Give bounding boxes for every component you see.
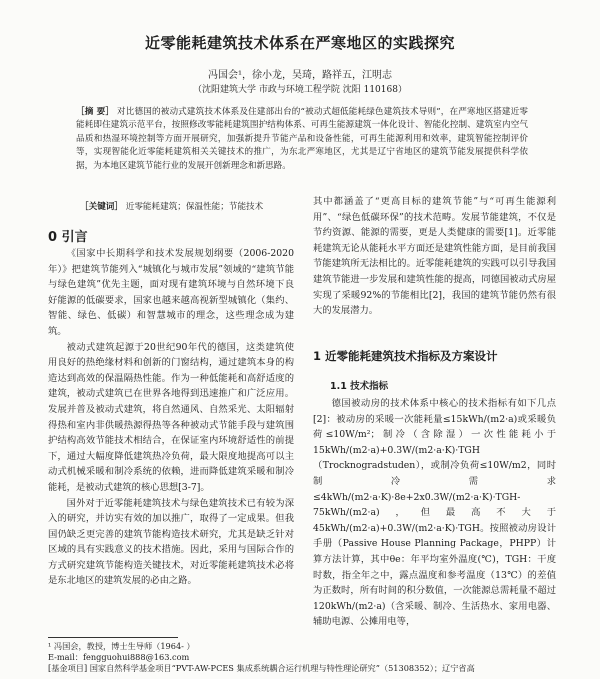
subsection-heading-1-1: 1.1 技术指标 <box>330 381 389 392</box>
abstract-text: 对比德国的被动式建筑技术体系及住建部出台的“被动式超低能耗绿色建筑技术导则”，在严寒地区搭建近零能耗即住建筑示范平台，按照修改零能耗建筑围护结构体系、可再生能源建筑一体化设计、智能化控制、建筑室内空气品质和热湿环境控制等方面开展研究，加强新提升节能产品和设备性能，可再生能源利用和效率，建筑智能控制评价等，实现智能化近零能耗建筑相关关键技术的推广，为东北严寒地区，尤其是辽宁省地区的建筑节能发展提供科学依据，为本地区建筑节能行业的发展开创新理念和新思路。 <box>76 107 529 171</box>
abstract <box>76 106 528 173</box>
right-column-body <box>313 396 556 630</box>
keywords-text: 近零能耗建筑；保温性能；节能技术 <box>125 202 264 212</box>
intro-paragraph: 国外对于近零能耗建筑技术与绿色建筑技术已有较为深入的研究，并访实有效的加以推广，取得了一定成果。但我国仍缺乏更完善的建筑节能构造技术研究，尤其是缺乏针对区域的具有实践意义的技术措施。因此，采用与国际合作的方式研究建筑节能构造关键技术，对近零能耗建筑技术必将是东北地区的建筑发展的必由之路。 <box>48 497 294 587</box>
authors: 冯国会¹，徐小龙，吴琦，路祥五，江明志 <box>207 70 392 81</box>
intro-paragraph: 《国家中长期科学和技术发展规划纲要（2006-2020年）》把建筑节能列入“城镇化与城市发展”领域的“建筑节能与绿色建筑”优先主题，面对现有建筑环境与自然环境下良好能源的低碳要求，国家也越来越高视新型城镇化（集约、智能、绿色、低碳）和智慧城市的理念，这些理念成为建筑。 <box>48 248 294 337</box>
section-heading-1: 1 近零能耗建筑技术指标及方案设计 <box>313 349 498 363</box>
footnote-fund: [基金项目] 国家自然科学基金项目“PVT-AW-PCES 集成系统耦合运行机理与特性理论研究”（51308352）；辽宁省高 <box>48 663 475 673</box>
abstract-label: ［摘 要］ <box>76 107 115 117</box>
paper-title: 近零能耗建筑技术体系在严寒地区的实践探究 <box>144 34 455 52</box>
footnote-rule <box>48 637 178 638</box>
keywords-label: ［关键词］ <box>80 202 123 212</box>
footnote-author: ¹ 冯国会，教授，博士生导师（1964- ） <box>48 641 195 651</box>
section-heading-intro: 0 引言 <box>48 230 88 245</box>
footnote-email: E-mail：fengguohui888@163.com <box>48 652 190 662</box>
affiliation: （沈阳建筑大学 市政与环境工程学院 沈阳 110168） <box>193 85 407 95</box>
left-column <box>48 246 294 589</box>
intro-paragraph: 被动式建筑起源于20世纪90年代的德国，这类建筑使用良好的热绝缘材料和创新的门窗结构，通过建筑本身的构造达到高效的保温隔热性能。作为一种低能耗和高舒适度的建筑，被动式建筑已在世界各地得到迅速推广和广泛应用。发展并普及被动式建筑，将自然通风、自然采光、太阳辐射得热和室内非供暖热源得热等各种被动式节能手段与建筑围护结构高效节能技术相结合，在保证室内环境舒适性的前提下，通过大幅度降低建筑热冷负荷，最大限度地提高可以主动式机械采暖和制冷系统的依赖，进而降低建筑采暖和制冷能耗，是被动式建筑的核心思想[3-7]。 <box>48 341 294 493</box>
section1-paragraph: 德国被动房的技术体系中核心的技术指标有如下几点[2]：被动房的采暖一次能耗量≤15kWh/(m2·a)或采暖负荷≤10W/m²；制冷（含除湿）一次性能耗小于15kWh/(m2·a)+0.3W/(m2·a·K)·TGH（Trocknogradstuden），或制冷负荷≤10W/m2，同时制冷需求≤4kWh/(m2·a·K)·8e+2x0.3W/(m2·a·K)·TGH-75kWh/(m2·a)，但最高不大于45kWh/(m2·a)+0.3W/(m2·a·K)·TGH。按照被动房设计手册（Passive House Planning Package，PHPP）计算方法计算，其中θe：年平均室外温度(℃)，TGH：干度时数，指全年之中，露点温度和参考温度（13℃）的差值为正数时，所有时间的积分数值，一次能源总需耗量不超过120kWh/(m2·a)（含采暖、制冷、生活热水、家用电器、辅助电源、公摊用电等， <box>313 398 556 628</box>
right-column-top <box>313 194 556 319</box>
right-paragraph: 其中都涵盖了“更高目标的建筑节能”与“可再生能源利用”、“绿色低碳环保”的技术范畴。发展节能建筑，不仅是节约资源、能源的需要，更是人类健康的需要[1]。近零能耗建筑无论从能耗水平方面还是建筑性能方面，是目前我国节能建筑所无法相比的。近零能耗建筑的实践可以引导我国建筑节能进一步发展和建筑性能的提高，同德国被动式房屋实现了采暖92%的节能相比[2]，我国的建筑节能仍然有很大的发展潜力。 <box>313 196 556 317</box>
